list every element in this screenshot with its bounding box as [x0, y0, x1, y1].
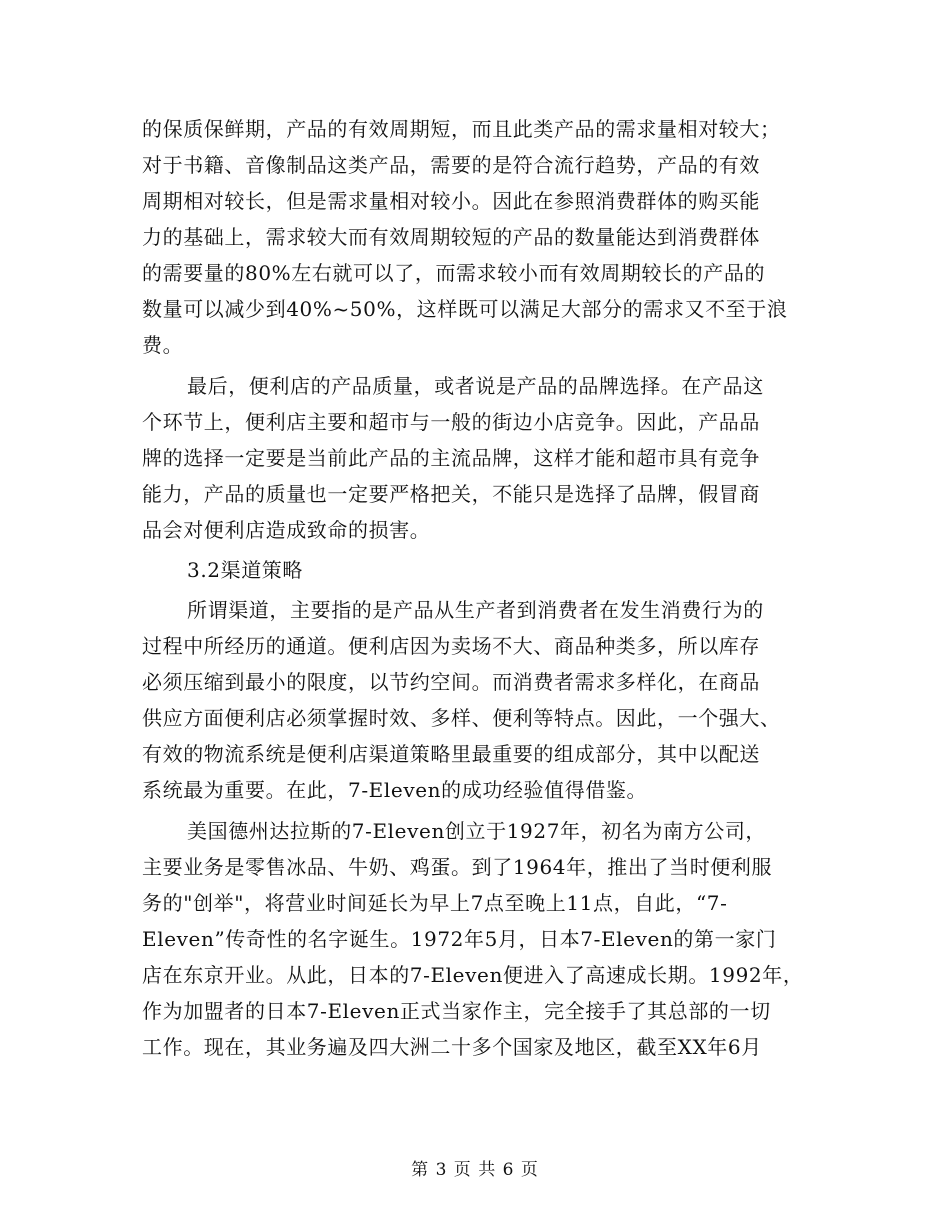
text-line-23: Eleven”传奇性的名字诞生。1972年5月，日本7-Eleven的第一家门: [142, 927, 777, 951]
text-line-6: 数量可以减少到40%~50%，这样既可以满足大部分的需求又不至于浪: [142, 297, 788, 321]
text-line-3: 周期相对较长，但是需求量相对较小。因此在参照消费群体的购买能: [142, 189, 760, 213]
text-line-26: 工作。现在，其业务遍及四大洲二十多个国家及地区，截至XX年6月: [142, 1035, 762, 1059]
text-line-8: 最后，便利店的产品质量，或者说是产品的品牌选择。在产品这: [187, 374, 764, 398]
text-line-10: 牌的选择一定要是当前此产品的主流品牌，这样才能和超市具有竞争: [142, 446, 760, 470]
text-line-2: 对于书籍、音像制品这类产品，需要的是符合流行趋势，产品的有效: [142, 153, 760, 177]
section-heading: 3.2渠道策略: [187, 558, 304, 582]
text-line-24: 店在东京开业。从此，日本的7-Eleven便进入了高速成长期。1992年，: [142, 963, 804, 987]
text-line-19: 系统最为重要。在此，7-Eleven的成功经验值得借鉴。: [142, 778, 648, 802]
text-line-4: 力的基础上，需求较大而有效周期较短的产品的数量能达到消费群体: [142, 225, 760, 249]
text-line-7: 费。: [142, 333, 184, 357]
text-line-25: 作为加盟者的日本7-Eleven正式当家作主，完全接手了其总部的一切: [142, 999, 771, 1023]
text-line-15: 过程中所经历的通道。便利店因为卖场不大、商品种类多，所以库存: [142, 634, 760, 658]
text-line-20: 美国德州达拉斯的7-Eleven创立于1927年，初名为南方公司，: [187, 819, 767, 843]
text-line-22: 务的"创举"，将营业时间延长为早上7点至晚上11点，自此，“7-: [142, 891, 728, 915]
text-line-18: 有效的物流系统是便利店渠道策略里最重要的组成部分，其中以配送: [142, 742, 760, 766]
text-line-9: 个环节上，便利店主要和超市与一般的街边小店竞争。因此，产品品: [142, 410, 760, 434]
text-line-11: 能力，产品的质量也一定要严格把关，不能只是选择了品牌，假冒商: [142, 482, 760, 506]
text-line-5: 的需要量的80%左右就可以了，而需求较小而有效周期较长的产品的: [142, 261, 766, 285]
text-line-16: 必须压缩到最小的限度，以节约空间。而消费者需求多样化，在商品: [142, 670, 760, 694]
text-line-17: 供应方面便利店必须掌握时效、多样、便利等特点。因此，一个强大、: [142, 706, 781, 730]
text-line-14: 所谓渠道，主要指的是产品从生产者到消费者在发生消费行为的: [187, 598, 764, 622]
text-line-12: 品会对便利店造成致命的损害。: [142, 518, 431, 542]
text-line-1: 的保质保鲜期，产品的有效周期短，而且此类产品的需求量相对较大；: [142, 117, 781, 141]
text-line-21: 主要业务是零售冰品、牛奶、鸡蛋。到了1964年，推出了当时便利服: [142, 855, 773, 879]
page-footer: 第 3 页 共 6 页: [411, 1160, 539, 1180]
